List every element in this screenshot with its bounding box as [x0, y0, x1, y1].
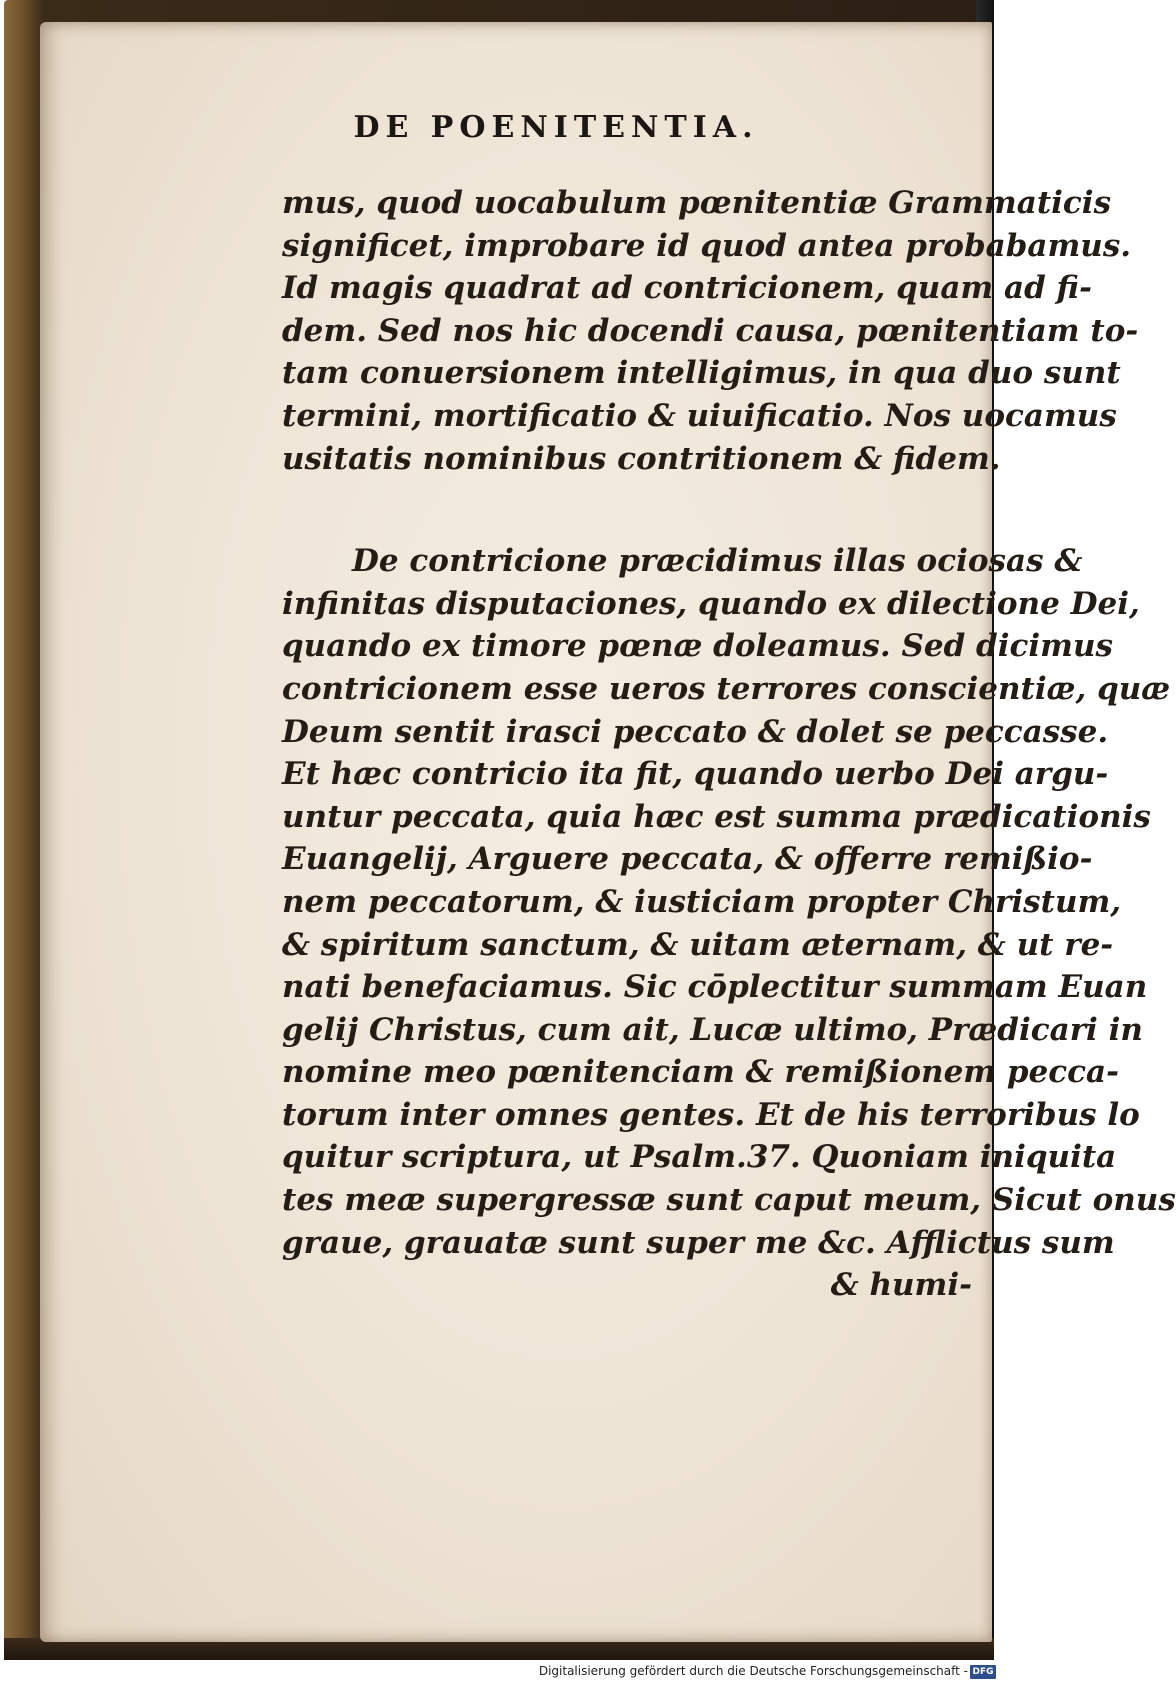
- text-line: & spiritum sanctum, & uitam æternam, & ut re-: [282, 926, 1114, 963]
- catchword: & humi-: [830, 1267, 972, 1304]
- dfg-logo: DFG: [970, 1665, 996, 1679]
- text-line: Et hæc contricio ita fit, quando uerbo Dei argu-: [282, 756, 1109, 793]
- text-line: tam conuersionem intelligimus, in qua duo sunt: [282, 355, 1121, 392]
- text-line: Deum sentit irasci peccato & dolet se peccasse.: [282, 713, 1109, 750]
- text-line: significet, improbare id quod antea probabamus.: [282, 227, 1132, 264]
- text-line: untur peccata, quia hæc est summa prædicationis: [282, 798, 1151, 835]
- text-line: quitur scriptura, ut Psalm.37. Quoniam iniquita: [282, 1139, 1117, 1176]
- text-line: nem peccatorum, & iusticiam propter Christum,: [282, 883, 1122, 920]
- text-line: nati benefaciamus. Sic cōplectitur summam Euan: [282, 969, 1148, 1006]
- text-line: nomine meo pœnitenciam & remißionem pecca-: [282, 1054, 1119, 1091]
- footer-credit: Digitalisierung gefördert durch die Deutsche Forschungsgemeinschaft -: [538, 1664, 968, 1678]
- book-page: [40, 22, 1176, 1642]
- text-line: usitatis nominibus contritionem & fidem.: [282, 440, 1001, 477]
- text-line: tes meæ supergressæ sunt caput meum, Sicut onus: [282, 1182, 1176, 1219]
- text-line: torum inter omnes gentes. Et de his terroribus lo: [282, 1096, 1140, 1133]
- text-line: dem. Sed nos hic docendi causa, pœnitentiam to-: [282, 312, 1139, 349]
- text-line: contricionem esse ueros terrores conscientiæ, quæ: [282, 670, 1171, 707]
- text-line: termini, mortificatio & uiuificatio. Nos uocamus: [282, 397, 1117, 434]
- footer-bar: [0, 1661, 1000, 1681]
- text-line: gelij Christus, cum ait, Lucæ ultimo, Prædicari in: [282, 1011, 1143, 1048]
- text-line: Id magis quadrat ad contricionem, quam ad fi-: [282, 270, 1092, 307]
- text-line: mus, quod uocabulum pœnitentiæ Grammaticis: [282, 185, 1112, 221]
- text-line: De contricione præcidimus illas ociosas &: [352, 543, 1083, 580]
- text-line: infinitas disputaciones, quando ex dilectione Dei,: [282, 585, 1140, 622]
- text-block: [282, 182, 1176, 1307]
- text-line: quando ex timore pœnæ doleamus. Sed dicimus: [282, 628, 1113, 665]
- text-line: graue, grauatæ sunt super me &c. Afflictus sum: [282, 1224, 1115, 1261]
- text-line: Euangelij, Arguere peccata, & offerre remißio-: [282, 841, 1093, 878]
- running-head: DE POENITENTIA.: [353, 110, 759, 145]
- paragraph-gap: [282, 480, 972, 540]
